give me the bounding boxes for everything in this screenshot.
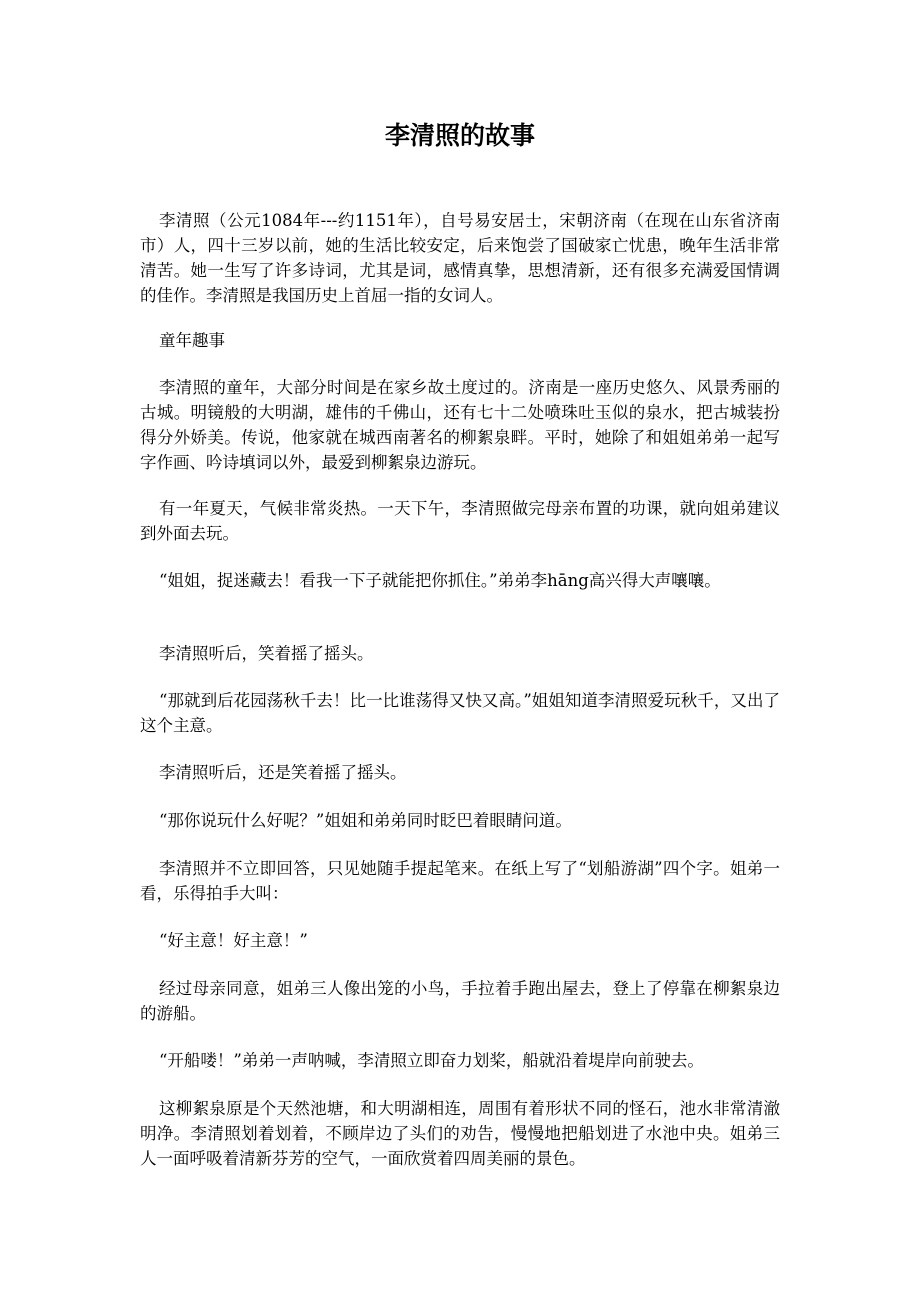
paragraph-what-to-play: “那你说玩什么好呢？”姐姐和弟弟同时眨巴着眼睛问道。: [159, 811, 572, 830]
paragraph-brother-hide-seek: “姐姐，捉迷藏去！看我一下子就能把你抓住。”弟弟李hāng高兴得大声嚷嚷。: [159, 571, 721, 590]
section-heading-childhood: 童年趣事: [159, 331, 225, 350]
paragraph-childhood: 李清照的童年，大部分时间是在家乡故土度过的。济南是一座历史悠久、风景秀丽的古城。明镜般的大明湖，雄伟的千佛山，还有七十二处喷珠吐玉似的泉水，把古城装扮得分外娇美。传说，他家就在城西南著名的柳絮泉畔。平时，她除了和姐姐弟弟一起写字作画、吟诗填词以外，最爱到柳絮泉边游玩。: [140, 378, 780, 472]
paragraph-set-sail: “开船喽！”弟弟一声呐喊，李清照立即奋力划桨，船就沿着堤岸向前驶去。: [159, 1051, 704, 1070]
paragraph-pond: 这柳絮泉原是个天然池塘，和大明湖相连，周围有着形状不同的怪石，池水非常清澈明净。李清照划着划着，不顾岸边了头们的劝告，慢慢地把船划进了水池中央。姐弟三人一面呼吸着清新芬芳的空气，一面欣赏着四周美丽的景色。: [140, 1099, 780, 1168]
paragraph-shakes-head-2: 李清照听后，还是笑着摇了摇头。: [159, 763, 407, 782]
paragraph-boating-idea: 李清照并不立即回答，只见她随手提起笔来。在纸上写了“划船游湖”四个字。姐弟一看，乐得拍手大叫：: [140, 859, 780, 903]
paragraph-summer: 有一年夏天，气候非常炎热。一天下午，李清照做完母亲布置的功课，就向姐弟建议到外面去玩。: [140, 499, 780, 543]
paragraph-shakes-head-1: 李清照听后，笑着摇了摇头。: [159, 644, 374, 663]
paragraph-intro: 李清照（公元1084年---约1151年），自号易安居士，宋朝济南（在现在山东省济南市）人，四十三岁以前，她的生活比较安定，后来饱尝了国破家亡忧患，晚年生活非常清苦。她一生写了许多诗词，尤其是词，感情真挚，思想清新，还有很多充满爱国情调的佳作。李清照是我国历史上首屈一指的女词人。: [140, 211, 780, 305]
paragraph-good-idea: “好主意！好主意！”: [159, 931, 308, 950]
document-title: 李清照的故事: [384, 121, 535, 150]
paragraph-boarding: 经过母亲同意，姐弟三人像出笼的小鸟，手拉着手跑出屋去，登上了停靠在柳絮泉边的游船。: [140, 979, 780, 1023]
paragraph-swing: “那就到后花园荡秋千去！比一比谁荡得又快又高。”姐姐知道李清照爱玩秋千，又出了这个主意。: [140, 691, 780, 735]
